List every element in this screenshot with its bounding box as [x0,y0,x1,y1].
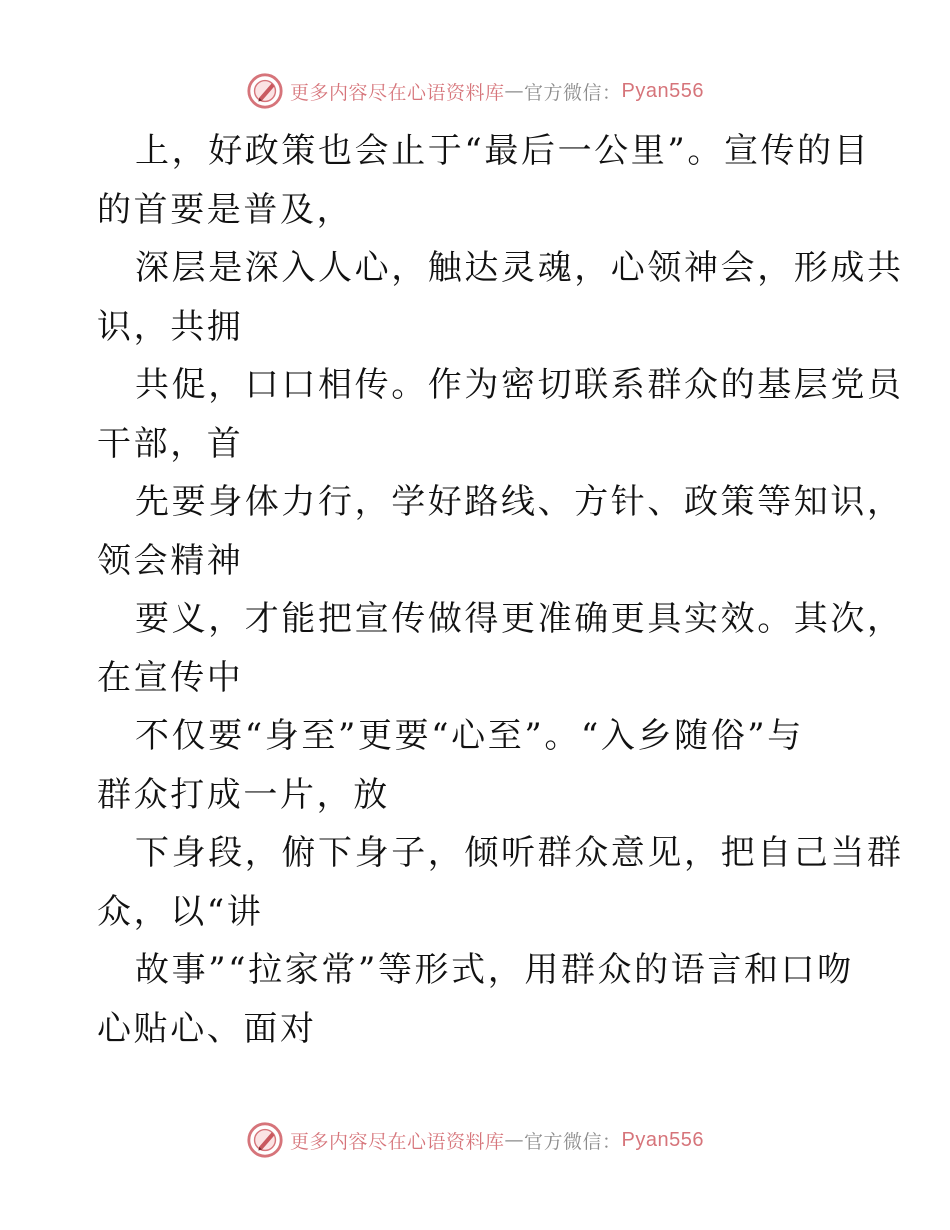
paragraph [97,122,871,239]
paragraph-line: 共促，口口相传。作为密切联系群众的基层党员 [135,365,904,405]
paragraph [97,473,904,590]
pen-logo-icon [246,72,284,110]
paragraph [97,356,904,473]
paragraph-line: 心贴心、面对 [97,1008,317,1049]
watermark-separator: — [504,1129,525,1151]
paragraph-line: 上，好政策也会止于“最后一公里”。宣传的目 [135,131,871,171]
paragraph-line: 干部，首 [97,423,244,464]
watermark-brand: 更多内容尽在心语资料库 [290,1130,505,1153]
paragraph-line: 要义，才能把宣传做得更准确更具实效。其次， [135,599,904,639]
paragraph [97,590,904,707]
paragraph-line: 深层是深入人心，触达灵魂，心领神会，形成共 [135,248,904,288]
watermark-brand: 更多内容尽在心语资料库 [290,81,505,104]
paragraph-line: 的首要是普及， [97,189,354,230]
paragraph-line: 先要身体力行，学好路线、方针、政策等知识， [135,482,904,522]
paragraph [97,824,904,941]
paragraph-line: 众，以“讲 [97,891,264,932]
document-body [97,122,904,1058]
paragraph-line: 故事”“拉家常”等形式，用群众的语言和口吻 [135,950,854,990]
watermark-official: 官方微信： [524,1130,622,1153]
paragraph-line: 领会精神 [97,540,244,581]
paragraph [97,941,857,1058]
paragraph-line: 群众打成一片，放 [97,774,390,815]
watermark-official: 官方微信： [524,81,622,104]
paragraph-line: 下身段，俯下身子，倾听群众意见，把自己当群 [135,833,904,873]
paragraph [97,239,904,356]
watermark-separator: — [504,80,525,102]
footer-watermark [0,1120,950,1160]
watermark-wechat-id: Pyan556 [621,1128,704,1151]
paragraph [97,707,857,824]
paragraph-line: 不仅要“身至”更要“心至”。“入乡随俗”与 [135,716,804,756]
pen-logo-icon [246,1121,284,1159]
header-watermark [0,71,950,111]
watermark-wechat-id: Pyan556 [621,79,704,102]
paragraph-line: 在宣传中 [97,657,244,698]
paragraph-line: 识，共拥 [97,306,244,347]
